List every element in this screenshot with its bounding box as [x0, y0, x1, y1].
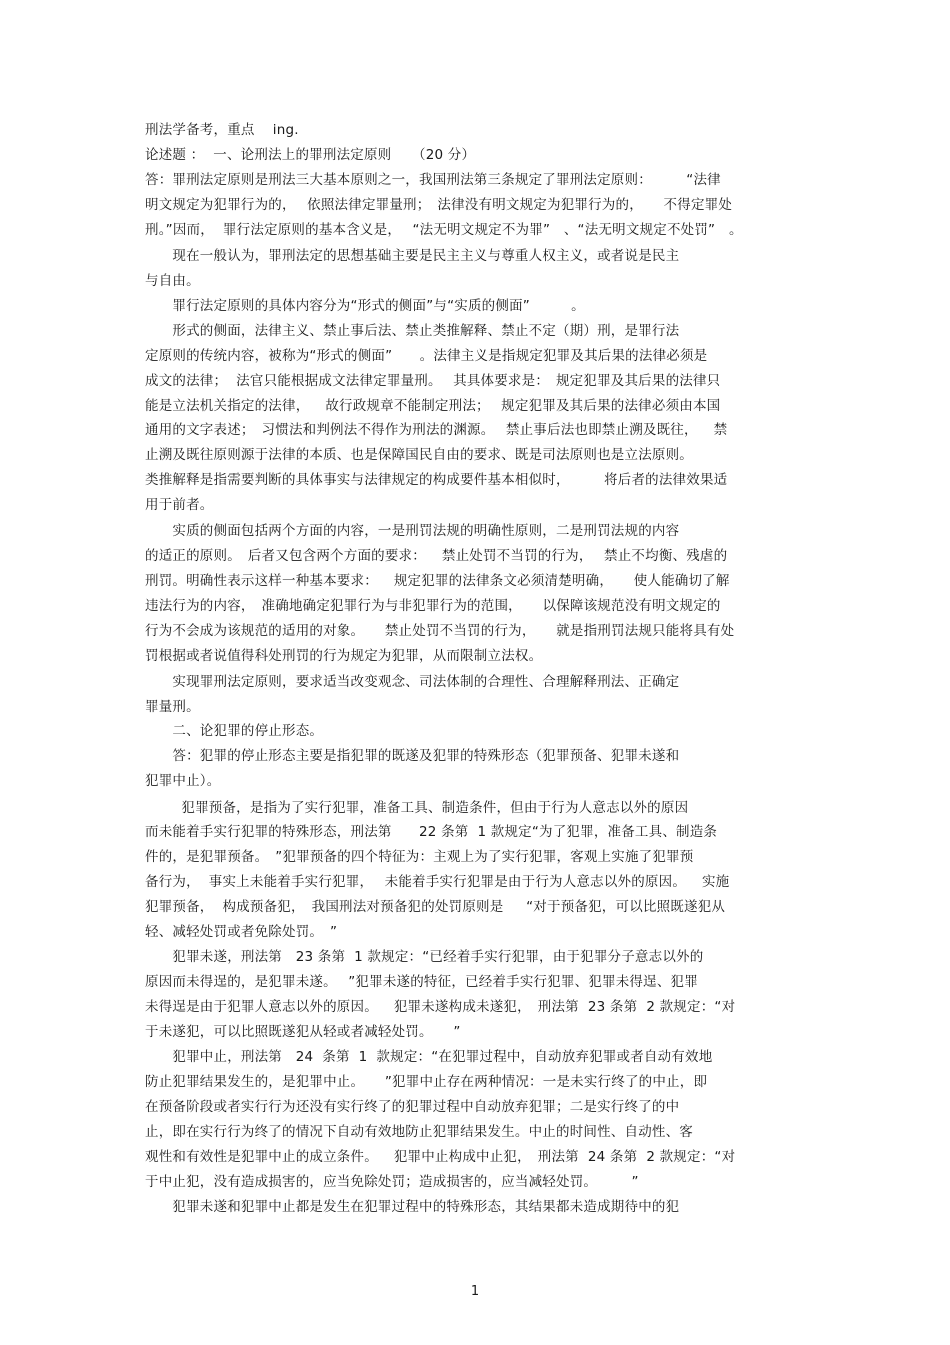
- text-line: 用于前者。: [145, 497, 214, 513]
- text-line: 罚根据或者说值得科处刑罚的行为规定为犯罪，从而限制立法权。: [145, 648, 543, 664]
- text-line: 通用的文字表述； 习惯法和判例法不得作为刑法的渊源。 禁止事后法也即禁止溯及既往， 禁: [145, 422, 728, 438]
- text-line: 答：罪刑法定原则是刑法三大基本原则之一，我国刑法第三条规定了罪刑法定原则： “法律: [145, 172, 721, 188]
- text-line: 犯罪中止）。: [145, 773, 221, 789]
- text-line: 罪量刑。: [145, 699, 200, 715]
- text-line: 未得逞是由于犯罪人意志以外的原因。 犯罪未遂构成未遂犯， 刑法第 23 条第 2 款规定：“对: [145, 999, 736, 1015]
- text-line: 罪行法定原则的具体内容分为“形式的侧面”与“实质的侧面” 。: [145, 298, 585, 314]
- text-line: 于未遂犯，可以比照既遂犯从轻或者减轻处罚。 ”: [145, 1024, 461, 1040]
- page-number: 1: [470, 1284, 480, 1299]
- text-line: 现在一般认为，罪刑法定的思想基础主要是民主主义与尊重人权主义，或者说是民主: [145, 248, 680, 264]
- text-line: 刑罚。明确性表示这样一种基本要求： 规定犯罪的法律条文必须清楚明确， 使人能确切了解: [145, 573, 730, 589]
- text-line: 犯罪未遂，刑法第 23 条第 1 款规定：“已经着手实行犯罪，由于犯罪分子意志以外的: [145, 949, 704, 965]
- text-line: 备行为， 事实上未能着手实行犯罪， 未能着手实行犯罪是由于行为人意志以外的原因。 实施: [145, 874, 730, 890]
- text-line: 形式的侧面，法律主义、禁止事后法、禁止类推解释、禁止不定（期）刑，是罪行法: [145, 323, 680, 339]
- text-line: 违法行为的内容， 准确地确定犯罪行为与非犯罪行为的范围， 以保障该规范没有明文规定的: [145, 598, 721, 614]
- text-line: 的适正的原则。 后者又包含两个方面的要求： 禁止处罚不当罚的行为， 禁止不均衡、残虐的: [145, 548, 728, 564]
- text-line: 明文规定为犯罪行为的， 依照法律定罪量刑； 法律没有明文规定为犯罪行为的， 不得定罪处: [145, 197, 733, 213]
- text-line: 成文的法律； 法官只能根据成文法律定罪量刑。 其具体要求是： 规定犯罪及其后果的法律只: [145, 373, 721, 389]
- text-line: 定原则的传统内容，被称为“形式的侧面” 。法律主义是指规定犯罪及其后果的法律必须是: [145, 348, 708, 364]
- text-line: 实现罪刑法定原则，要求适当改变观念、司法体制的合理性、合理解释刑法、正确定: [145, 674, 680, 690]
- text-line: 于中止犯，没有造成损害的，应当免除处罚；造成损害的，应当减轻处罚。 ”: [145, 1174, 639, 1190]
- text-line: 止，即在实行行为终了的情况下自动有效地防止犯罪结果发生。中止的时间性、自动性、客: [145, 1124, 693, 1140]
- text-line: 观性和有效性是犯罪中止的成立条件。 犯罪中止构成中止犯， 刑法第 24 条第 2 款规定：“对: [145, 1149, 736, 1165]
- text-line: 犯罪预备，是指为了实行犯罪，准备工具、制造条件，但由于行为人意志以外的原因: [145, 800, 689, 816]
- text-line: 止溯及既往原则源于法律的本质、也是保障国民自由的要求、既是司法原则也是立法原则。: [145, 447, 693, 463]
- text-line: 答：犯罪的停止形态主要是指犯罪的既遂及犯罪的特殊形态（犯罪预备、犯罪未遂和: [145, 748, 680, 764]
- text-line: 二、论犯罪的停止形态。: [145, 723, 324, 739]
- text-line: 刑。”因而， 罪行法定原则的基本含义是， “法无明文规定不为罪” 、“法无明文规定不处罚” 。: [145, 222, 743, 238]
- text-line: 轻、减轻处罚或者免除处罚。 ”: [145, 924, 338, 940]
- text-line: 刑法学备考，重点 ing.: [145, 122, 299, 138]
- text-line: 原因而未得逞的，是犯罪未遂。 ”犯罪未遂的特征，已经着手实行犯罪、犯罪未得逞、犯罪: [145, 974, 698, 990]
- text-line: 件的，是犯罪预备。 ”犯罪预备的四个特征为：主观上为了实行犯罪，客观上实施了犯罪预: [145, 849, 694, 865]
- text-line: 在预备阶段或者实行行为还没有实行终了的犯罪过程中自动放弃犯罪；二是实行终了的中: [145, 1099, 680, 1115]
- text-line: 行为不会成为该规范的适用的对象。 禁止处罚不当罚的行为， 就是指刑罚法规只能将具有处: [145, 623, 735, 639]
- text-line: 防止犯罪结果发生的，是犯罪中止。 ”犯罪中止存在两种情况：一是未实行终了的中止，即: [145, 1074, 708, 1090]
- text-line: 犯罪未遂和犯罪中止都是发生在犯罪过程中的特殊形态，其结果都未造成期待中的犯: [145, 1199, 680, 1215]
- text-line: 论述题 ： 一、论刑法上的罪刑法定原则 （20 分）: [145, 147, 476, 163]
- text-line: 犯罪中止，刑法第 24 条第 1 款规定：“在犯罪过程中，自动放弃犯罪或者自动有效地: [145, 1049, 713, 1065]
- text-line: 实质的侧面包括两个方面的内容，一是刑罚法规的明确性原则，二是刑罚法规的内容: [145, 523, 680, 539]
- text-line: 而未能着手实行犯罪的特殊形态，刑法第 22 条第 1 款规定“为了犯罪，准备工具、制造条: [145, 824, 718, 840]
- text-line: 犯罪预备， 构成预备犯， 我国刑法对预备犯的处罚原则是 “对于预备犯，可以比照既遂犯从: [145, 899, 726, 915]
- text-line: 类推解释是指需要判断的具体事实与法律规定的构成要件基本相似时， 将后者的法律效果适: [145, 472, 728, 488]
- text-line: 与自由。: [145, 273, 200, 289]
- text-line: 能是立法机关指定的法律， 故行政规章不能制定刑法； 规定犯罪及其后果的法律必须由本国: [145, 398, 721, 414]
